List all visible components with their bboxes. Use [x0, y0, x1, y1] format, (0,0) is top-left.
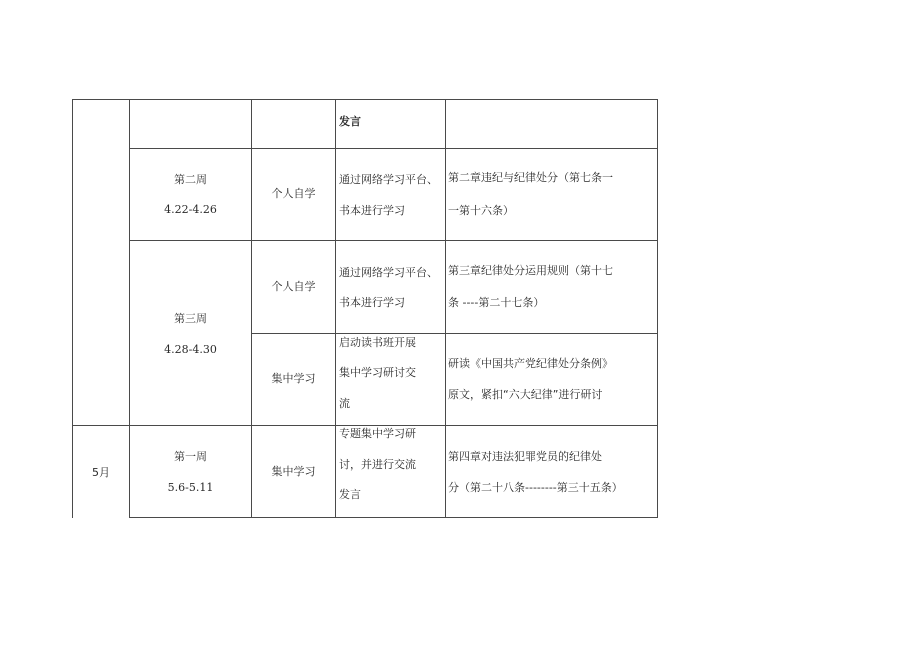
row-divider [251, 333, 658, 334]
study-form-line: 启动读书班开展 [339, 336, 416, 349]
study-content-line: 第四章对违法犯罪党员的纪律处 [448, 450, 602, 463]
content-cell: 发言 [339, 115, 361, 128]
study-form-line: 讨，并进行交流 [339, 458, 416, 471]
study-content-line: 分（第二十八条--------第三十五条） [448, 481, 623, 494]
study-method: 集中学习 [271, 372, 316, 385]
study-content-line: 第二章违纪与纪律处分（第七条一 [448, 171, 613, 184]
date-range: 4.28-4.30 [164, 343, 217, 356]
study-form-line: 发言 [339, 488, 361, 501]
date-range: 4.22-4.26 [164, 203, 217, 216]
study-content-line: 第三章纪律处分运用规则（第十七 [448, 264, 613, 277]
study-form-line: 书本进行学习 [339, 296, 405, 309]
week-label: 第三周 [174, 312, 207, 325]
month-label: 5月 [92, 466, 110, 479]
column-divider [251, 99, 252, 518]
study-form-line: 流 [339, 397, 350, 410]
study-form-line: 通过网络学习平台、 [339, 173, 438, 186]
study-content-line: 研读《中国共产党纪律处分条例》 [448, 357, 613, 370]
week-label: 第二周 [174, 173, 207, 186]
study-form-line: 通过网络学习平台、 [339, 266, 438, 279]
study-method: 集中学习 [271, 465, 316, 478]
week-label: 第一周 [174, 450, 207, 463]
table-border-top [72, 99, 658, 100]
column-divider [72, 99, 73, 518]
study-content-line: 条 ----第二十七条） [448, 296, 545, 309]
column-divider [445, 99, 446, 518]
table-border-right [657, 99, 658, 518]
study-content-line: 一第十六条） [448, 204, 514, 217]
study-form-line: 集中学习研讨交 [339, 366, 416, 379]
study-method: 个人自学 [271, 187, 316, 200]
row-divider [129, 240, 658, 241]
study-method: 个人自学 [271, 280, 316, 293]
date-range: 5.6-5.11 [167, 481, 214, 494]
row-divider [129, 517, 658, 518]
study-content-line: 原文，紧扣“六大纪律”进行研讨 [448, 388, 603, 401]
study-form-line: 专题集中学习研 [339, 427, 416, 440]
row-divider [129, 148, 658, 149]
study-form-line: 书本进行学习 [339, 204, 405, 217]
column-divider [335, 99, 336, 518]
